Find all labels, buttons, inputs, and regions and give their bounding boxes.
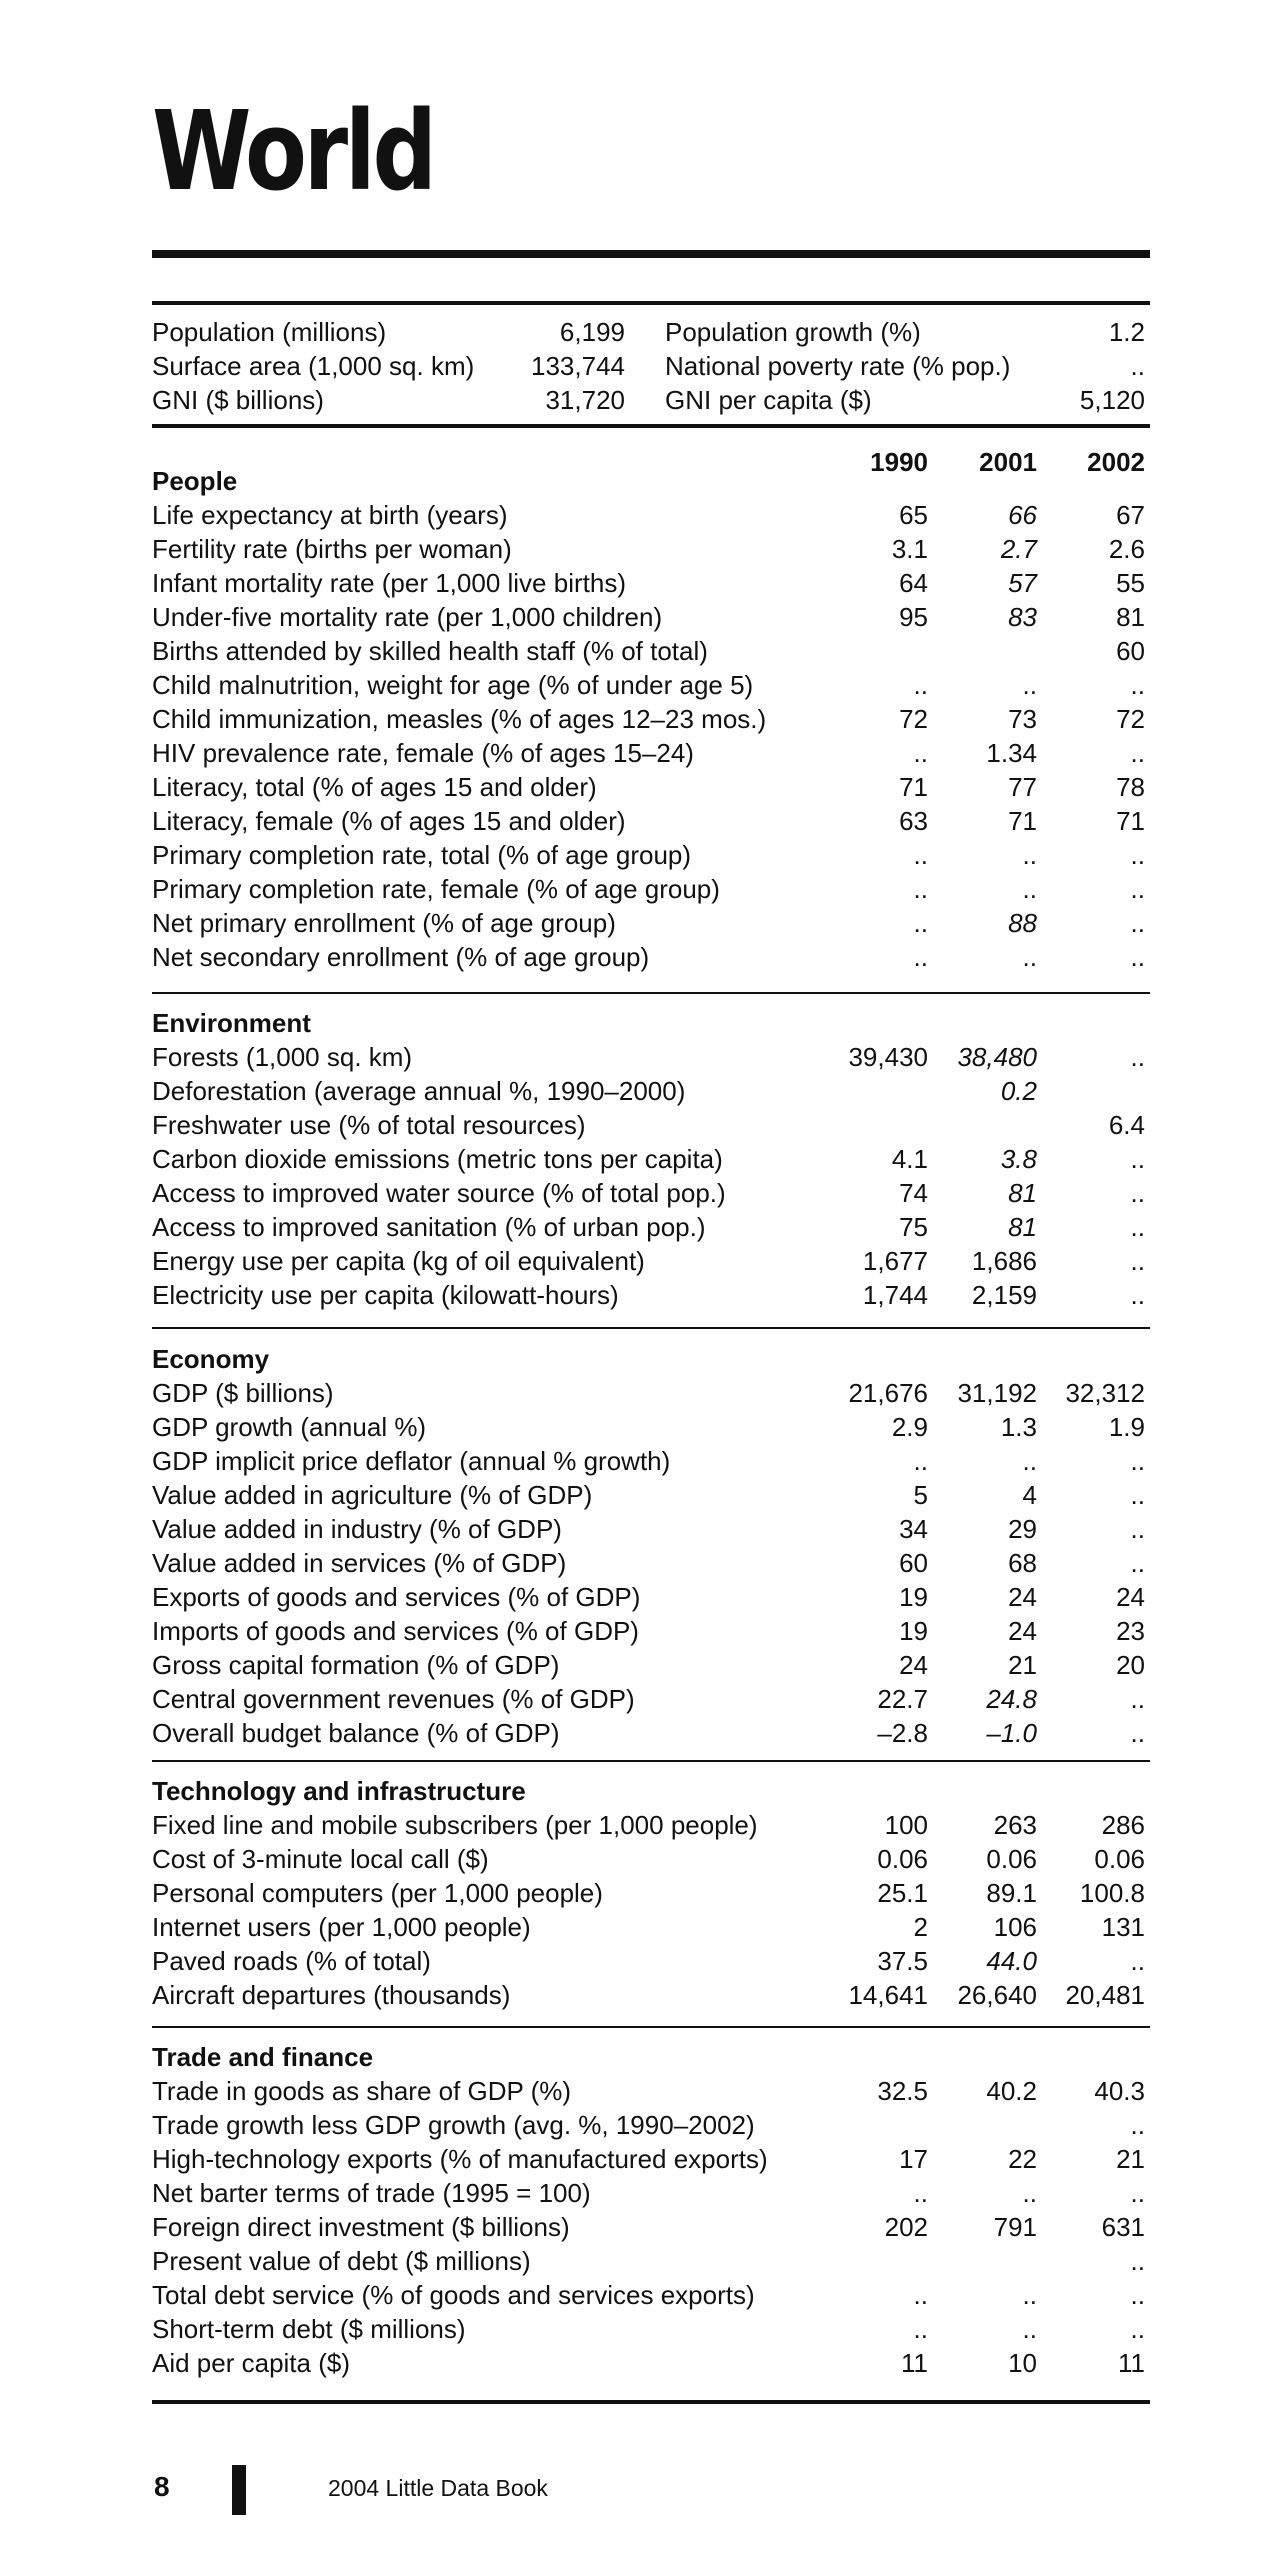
page-number: 8 bbox=[154, 2471, 170, 2502]
value-1990: .. bbox=[913, 670, 928, 700]
value-2002: .. bbox=[1130, 1480, 1145, 1510]
value-1990: .. bbox=[913, 874, 928, 904]
footer bbox=[152, 2465, 1150, 2515]
summary-label: GNI ($ billions) bbox=[152, 385, 324, 415]
indicator-row bbox=[152, 2244, 1150, 2278]
value-2002: 71 bbox=[1116, 806, 1145, 836]
indicator-label: Aircraft departures (thousands) bbox=[152, 1980, 511, 2010]
indicator-row bbox=[152, 770, 1150, 804]
value-2001: 3.8 bbox=[1000, 1144, 1037, 1174]
indicator-row bbox=[152, 1580, 1150, 1614]
indicator-label: Paved roads (% of total) bbox=[152, 1946, 431, 1976]
value-2001: 40.2 bbox=[986, 2076, 1037, 2106]
section-title: Technology and infrastructure bbox=[152, 1776, 526, 1806]
indicator-label: Literacy, female (% of ages 15 and older) bbox=[152, 806, 626, 836]
value-1990: –2.8 bbox=[877, 1718, 928, 1748]
value-2001: .. bbox=[1022, 2178, 1037, 2208]
indicator-row bbox=[152, 498, 1150, 532]
section-environment bbox=[152, 1006, 1150, 1312]
value-2002: .. bbox=[1130, 840, 1145, 870]
value-2001: 38,480 bbox=[957, 1042, 1037, 1072]
indicator-label: Overall budget balance (% of GDP) bbox=[152, 1718, 560, 1748]
indicator-label: GDP growth (annual %) bbox=[152, 1412, 427, 1442]
summary-row bbox=[152, 315, 1150, 349]
value-2002: 2.6 bbox=[1108, 534, 1145, 564]
summary-row bbox=[152, 383, 1150, 417]
value-2001: .. bbox=[1022, 2280, 1037, 2310]
indicator-label: Fertility rate (births per woman) bbox=[152, 534, 512, 564]
indicator-row bbox=[152, 1040, 1150, 1074]
value-2001: 73 bbox=[1008, 704, 1037, 734]
value-2002: 67 bbox=[1116, 500, 1145, 530]
indicator-row bbox=[152, 1376, 1150, 1410]
value-1990: 1,744 bbox=[862, 1280, 928, 1310]
table-bottom-rule bbox=[152, 2400, 1150, 2404]
value-2002: .. bbox=[1130, 942, 1145, 972]
indicator-label: Foreign direct investment ($ billions) bbox=[152, 2212, 570, 2242]
value-2002: 23 bbox=[1116, 1616, 1145, 1646]
indicator-label: Total debt service (% of goods and services exports) bbox=[152, 2280, 755, 2310]
indicator-row bbox=[152, 1716, 1150, 1750]
value-2001: 1.34 bbox=[986, 738, 1037, 768]
value-2002: .. bbox=[1130, 1548, 1145, 1578]
value-2001: .. bbox=[1022, 874, 1037, 904]
year-2001: 2001 bbox=[979, 447, 1037, 477]
indicator-label: Literacy, total (% of ages 15 and older) bbox=[152, 772, 597, 802]
summary-block bbox=[152, 315, 1150, 417]
value-2002: 40.3 bbox=[1094, 2076, 1145, 2106]
value-2001: .. bbox=[1022, 1446, 1037, 1476]
value-2001: 71 bbox=[1008, 806, 1037, 836]
summary-value: 31,720 bbox=[545, 385, 625, 415]
indicator-row bbox=[152, 668, 1150, 702]
value-2001: 0.2 bbox=[1000, 1076, 1037, 1106]
summary-label: Population (millions) bbox=[152, 317, 387, 347]
value-1990: 2.9 bbox=[891, 1412, 928, 1442]
indicator-label: Access to improved water source (% of total pop.) bbox=[152, 1178, 726, 1208]
value-2002: .. bbox=[1130, 1718, 1145, 1748]
summary-value: 5,120 bbox=[1079, 385, 1145, 415]
value-1990: 71 bbox=[899, 772, 928, 802]
summary-top-rule bbox=[152, 301, 1150, 305]
value-1990: 60 bbox=[899, 1548, 928, 1578]
indicator-row bbox=[152, 1176, 1150, 1210]
value-2001: 791 bbox=[993, 2212, 1037, 2242]
value-2002: .. bbox=[1130, 1946, 1145, 1976]
section-title: People bbox=[152, 466, 238, 496]
value-2002: .. bbox=[1130, 1178, 1145, 1208]
year-2002: 2002 bbox=[1087, 447, 1145, 477]
value-2002: 60 bbox=[1116, 636, 1145, 666]
value-2001: 81 bbox=[1008, 1212, 1037, 1242]
summary-value: .. bbox=[1130, 351, 1145, 381]
value-2002: .. bbox=[1130, 1042, 1145, 1072]
value-2002: .. bbox=[1130, 2314, 1145, 2344]
value-2001: .. bbox=[1022, 670, 1037, 700]
indicator-row bbox=[152, 2312, 1150, 2346]
value-2002: 24 bbox=[1116, 1582, 1145, 1612]
value-1990: 37.5 bbox=[877, 1946, 928, 1976]
value-1990: 65 bbox=[899, 500, 928, 530]
value-2002: .. bbox=[1130, 738, 1145, 768]
value-2001: 1.3 bbox=[1000, 1412, 1037, 1442]
value-2002: 131 bbox=[1101, 1912, 1145, 1942]
indicator-row bbox=[152, 906, 1150, 940]
section-divider bbox=[152, 1760, 1150, 1762]
value-1990: .. bbox=[913, 942, 928, 972]
value-2002: 72 bbox=[1116, 704, 1145, 734]
section-divider bbox=[152, 1327, 1150, 1329]
value-2001: 21 bbox=[1008, 1650, 1037, 1680]
value-1990: 34 bbox=[899, 1514, 928, 1544]
indicator-label: Energy use per capita (kg of oil equivalent) bbox=[152, 1246, 645, 1276]
indicator-label: Deforestation (average annual %, 1990–2000) bbox=[152, 1076, 686, 1106]
indicator-row bbox=[152, 532, 1150, 566]
value-1990: 202 bbox=[884, 2212, 928, 2242]
indicator-row bbox=[152, 634, 1150, 668]
value-2002: .. bbox=[1130, 1144, 1145, 1174]
value-2001: 2.7 bbox=[1000, 534, 1037, 564]
value-1990: 2 bbox=[913, 1912, 928, 1942]
value-1990: 24 bbox=[899, 1650, 928, 1680]
indicator-label: Imports of goods and services (% of GDP) bbox=[152, 1616, 639, 1646]
value-1990: 11 bbox=[901, 2348, 928, 2378]
value-2002: .. bbox=[1130, 670, 1145, 700]
value-2001: –1.0 bbox=[986, 1718, 1037, 1748]
indicator-row bbox=[152, 2210, 1150, 2244]
section-divider bbox=[152, 992, 1150, 994]
indicator-row bbox=[152, 1142, 1150, 1176]
indicator-label: High-technology exports (% of manufactured exports) bbox=[152, 2144, 768, 2174]
indicator-row bbox=[152, 1682, 1150, 1716]
indicator-label: Internet users (per 1,000 people) bbox=[152, 1912, 531, 1942]
value-2001: 89.1 bbox=[986, 1878, 1037, 1908]
value-1990: 75 bbox=[899, 1212, 928, 1242]
footer-bar bbox=[232, 2465, 246, 2515]
value-2001: 66 bbox=[1008, 500, 1037, 530]
value-2002: .. bbox=[1130, 908, 1145, 938]
value-1990: 72 bbox=[899, 704, 928, 734]
indicator-label: Aid per capita ($) bbox=[152, 2348, 350, 2378]
value-2002: .. bbox=[1130, 1684, 1145, 1714]
value-2002: .. bbox=[1130, 2110, 1145, 2140]
indicator-label: Trade growth less GDP growth (avg. %, 1990–2002) bbox=[152, 2110, 755, 2140]
indicator-label: Child malnutrition, weight for age (% of under age 5) bbox=[152, 670, 754, 700]
value-2002: 1.9 bbox=[1108, 1412, 1145, 1442]
value-1990: .. bbox=[913, 738, 928, 768]
summary-bottom-rule bbox=[152, 424, 1150, 428]
value-1990: .. bbox=[913, 1446, 928, 1476]
value-2002: 21 bbox=[1116, 2144, 1145, 2174]
indicator-label: Trade in goods as share of GDP (%) bbox=[152, 2076, 572, 2106]
value-2001: 24 bbox=[1008, 1582, 1037, 1612]
value-2001: 0.06 bbox=[986, 1844, 1037, 1874]
title-rule bbox=[152, 250, 1150, 258]
value-2002: 20,481 bbox=[1065, 1980, 1145, 2010]
indicator-label: Under-five mortality rate (per 1,000 children) bbox=[152, 602, 663, 632]
indicator-label: Value added in services (% of GDP) bbox=[152, 1548, 567, 1578]
value-1990: 95 bbox=[899, 602, 928, 632]
value-2002: 6.4 bbox=[1108, 1110, 1145, 1140]
indicator-row bbox=[152, 1546, 1150, 1580]
indicator-label: Exports of goods and services (% of GDP) bbox=[152, 1582, 641, 1612]
value-2001: 24 bbox=[1008, 1616, 1037, 1646]
value-1990: .. bbox=[913, 2178, 928, 2208]
indicator-row bbox=[152, 1074, 1150, 1108]
value-2001: 2,159 bbox=[971, 1280, 1037, 1310]
indicator-row bbox=[152, 1410, 1150, 1444]
value-2001: .. bbox=[1022, 2314, 1037, 2344]
indicator-row bbox=[152, 1512, 1150, 1546]
value-2002: 81 bbox=[1116, 602, 1145, 632]
value-2002: .. bbox=[1130, 1514, 1145, 1544]
section-technology-and-infrastructure bbox=[152, 1774, 1150, 2012]
indicator-row bbox=[152, 2176, 1150, 2210]
indicator-row bbox=[152, 1876, 1150, 1910]
indicator-label: Present value of debt ($ millions) bbox=[152, 2246, 531, 2276]
indicator-row bbox=[152, 2108, 1150, 2142]
indicator-label: Forests (1,000 sq. km) bbox=[152, 1042, 413, 1072]
summary-label: Surface area (1,000 sq. km) bbox=[152, 351, 475, 381]
value-1990: 1,677 bbox=[862, 1246, 928, 1276]
year-1990: 1990 bbox=[870, 447, 928, 477]
indicator-row bbox=[152, 1108, 1150, 1142]
value-2001: 26,640 bbox=[957, 1980, 1037, 2010]
indicator-label: Primary completion rate, female (% of age group) bbox=[152, 874, 720, 904]
indicator-row bbox=[152, 872, 1150, 906]
summary-row bbox=[152, 349, 1150, 383]
indicator-label: Central government revenues (% of GDP) bbox=[152, 1684, 635, 1714]
value-1990: 19 bbox=[899, 1616, 928, 1646]
value-2002: 20 bbox=[1116, 1650, 1145, 1680]
indicator-row bbox=[152, 1648, 1150, 1682]
value-1990: 100 bbox=[884, 1810, 928, 1840]
section-title: Trade and finance bbox=[152, 2042, 374, 2072]
summary-value: 133,744 bbox=[531, 351, 625, 381]
value-1990: 21,676 bbox=[848, 1378, 928, 1408]
indicator-label: HIV prevalence rate, female (% of ages 15–24) bbox=[152, 738, 694, 768]
value-2002: 286 bbox=[1101, 1810, 1145, 1840]
section-divider bbox=[152, 2026, 1150, 2028]
section-trade-and-finance bbox=[152, 2040, 1150, 2380]
indicator-label: Carbon dioxide emissions (metric tons per capita) bbox=[152, 1144, 723, 1174]
indicator-row bbox=[152, 1244, 1150, 1278]
indicator-label: Short-term debt ($ millions) bbox=[152, 2314, 466, 2344]
section-title: Environment bbox=[152, 1008, 311, 1038]
value-1990: 14,641 bbox=[848, 1980, 928, 2010]
indicator-row bbox=[152, 2346, 1150, 2380]
indicator-label: Life expectancy at birth (years) bbox=[152, 500, 508, 530]
indicator-row bbox=[152, 804, 1150, 838]
indicator-label: Value added in industry (% of GDP) bbox=[152, 1514, 562, 1544]
value-2001: 10 bbox=[1008, 2348, 1037, 2378]
book-title: 2004 Little Data Book bbox=[328, 2475, 548, 2501]
value-2001: 83 bbox=[1008, 602, 1037, 632]
value-1990: .. bbox=[913, 840, 928, 870]
indicator-row bbox=[152, 2142, 1150, 2176]
indicator-label: Net secondary enrollment (% of age group) bbox=[152, 942, 650, 972]
value-1990: 32.5 bbox=[877, 2076, 928, 2106]
value-1990: 3.1 bbox=[891, 534, 928, 564]
value-1990: 39,430 bbox=[848, 1042, 928, 1072]
indicator-row bbox=[152, 1478, 1150, 1512]
value-2002: 0.06 bbox=[1094, 1844, 1145, 1874]
value-1990: 63 bbox=[899, 806, 928, 836]
value-2002: .. bbox=[1130, 874, 1145, 904]
indicator-row bbox=[152, 2278, 1150, 2312]
value-1990: 17 bbox=[899, 2144, 928, 2174]
value-2001: 44.0 bbox=[986, 1946, 1037, 1976]
indicator-label: Value added in agriculture (% of GDP) bbox=[152, 1480, 593, 1510]
indicator-label: Freshwater use (% of total resources) bbox=[152, 1110, 586, 1140]
value-1990: 0.06 bbox=[877, 1844, 928, 1874]
value-2001: 57 bbox=[1008, 568, 1037, 598]
section-economy bbox=[152, 1342, 1150, 1750]
indicator-row bbox=[152, 1842, 1150, 1876]
value-2001: 24.8 bbox=[986, 1684, 1037, 1714]
indicator-label: GDP implicit price deflator (annual % growth) bbox=[152, 1446, 671, 1476]
indicator-label: Births attended by skilled health staff (% of total) bbox=[152, 636, 708, 666]
summary-label: GNI per capita ($) bbox=[665, 385, 872, 415]
value-2002: .. bbox=[1130, 2246, 1145, 2276]
indicator-row bbox=[152, 600, 1150, 634]
page-title: World bbox=[152, 87, 434, 215]
indicator-label: Cost of 3-minute local call ($) bbox=[152, 1844, 489, 1874]
indicator-row bbox=[152, 1278, 1150, 1312]
value-2002: .. bbox=[1130, 1246, 1145, 1276]
value-2002: .. bbox=[1130, 1212, 1145, 1242]
value-2001: 263 bbox=[993, 1810, 1037, 1840]
indicator-label: Infant mortality rate (per 1,000 live births) bbox=[152, 568, 626, 598]
summary-label: Population growth (%) bbox=[665, 317, 921, 347]
indicator-label: Personal computers (per 1,000 people) bbox=[152, 1878, 603, 1908]
value-2001: 106 bbox=[993, 1912, 1037, 1942]
indicator-label: Child immunization, measles (% of ages 12–23 mos.) bbox=[152, 704, 767, 734]
indicator-row bbox=[152, 1444, 1150, 1478]
indicator-label: GDP ($ billions) bbox=[152, 1378, 334, 1408]
value-2002: .. bbox=[1130, 2280, 1145, 2310]
value-2002: 11 bbox=[1118, 2348, 1145, 2378]
indicator-label: Gross capital formation (% of GDP) bbox=[152, 1650, 560, 1680]
value-2001: 88 bbox=[1008, 908, 1037, 938]
value-2001: .. bbox=[1022, 840, 1037, 870]
indicator-label: Primary completion rate, total (% of age group) bbox=[152, 840, 692, 870]
value-2001: 31,192 bbox=[957, 1378, 1037, 1408]
indicator-row bbox=[152, 838, 1150, 872]
summary-value: 6,199 bbox=[559, 317, 625, 347]
value-1990: .. bbox=[913, 2314, 928, 2344]
value-1990: 25.1 bbox=[877, 1878, 928, 1908]
value-1990: 19 bbox=[899, 1582, 928, 1612]
indicator-row bbox=[152, 2074, 1150, 2108]
indicator-row bbox=[152, 1910, 1150, 1944]
indicator-label: Electricity use per capita (kilowatt-hours) bbox=[152, 1280, 619, 1310]
indicator-row bbox=[152, 702, 1150, 736]
value-2001: 22 bbox=[1008, 2144, 1037, 2174]
value-1990: 5 bbox=[913, 1480, 928, 1510]
indicator-row bbox=[152, 1210, 1150, 1244]
indicator-row bbox=[152, 1944, 1150, 1978]
indicator-row bbox=[152, 736, 1150, 770]
indicator-label: Fixed line and mobile subscribers (per 1,000 people) bbox=[152, 1810, 758, 1840]
summary-label: National poverty rate (% pop.) bbox=[665, 351, 1011, 381]
value-1990: .. bbox=[913, 908, 928, 938]
value-1990: .. bbox=[913, 2280, 928, 2310]
indicator-row bbox=[152, 1808, 1150, 1842]
value-2001: .. bbox=[1022, 942, 1037, 972]
value-2001: 29 bbox=[1008, 1514, 1037, 1544]
value-2001: 81 bbox=[1008, 1178, 1037, 1208]
section-title: Economy bbox=[152, 1344, 270, 1374]
section-people bbox=[152, 464, 1150, 974]
value-1990: 64 bbox=[899, 568, 928, 598]
value-2002: .. bbox=[1130, 1280, 1145, 1310]
value-1990: 4.1 bbox=[891, 1144, 928, 1174]
value-2002: 631 bbox=[1101, 2212, 1145, 2242]
value-2002: .. bbox=[1130, 2178, 1145, 2208]
indicator-row bbox=[152, 1614, 1150, 1648]
value-1990: 22.7 bbox=[877, 1684, 928, 1714]
value-2001: 4 bbox=[1022, 1480, 1037, 1510]
value-2001: 1,686 bbox=[971, 1246, 1037, 1276]
summary-value: 1.2 bbox=[1108, 317, 1145, 347]
value-2002: .. bbox=[1130, 1446, 1145, 1476]
indicator-row bbox=[152, 1978, 1150, 2012]
value-2002: 32,312 bbox=[1065, 1378, 1145, 1408]
indicator-row bbox=[152, 940, 1150, 974]
indicator-row bbox=[152, 566, 1150, 600]
value-2002: 55 bbox=[1116, 568, 1145, 598]
value-1990: 74 bbox=[899, 1178, 928, 1208]
indicator-label: Net barter terms of trade (1995 = 100) bbox=[152, 2178, 591, 2208]
indicator-label: Access to improved sanitation (% of urban pop.) bbox=[152, 1212, 706, 1242]
value-2002: 100.8 bbox=[1079, 1878, 1145, 1908]
value-2001: 77 bbox=[1008, 772, 1037, 802]
value-2002: 78 bbox=[1116, 772, 1145, 802]
value-2001: 68 bbox=[1008, 1548, 1037, 1578]
indicator-label: Net primary enrollment (% of age group) bbox=[152, 908, 616, 938]
